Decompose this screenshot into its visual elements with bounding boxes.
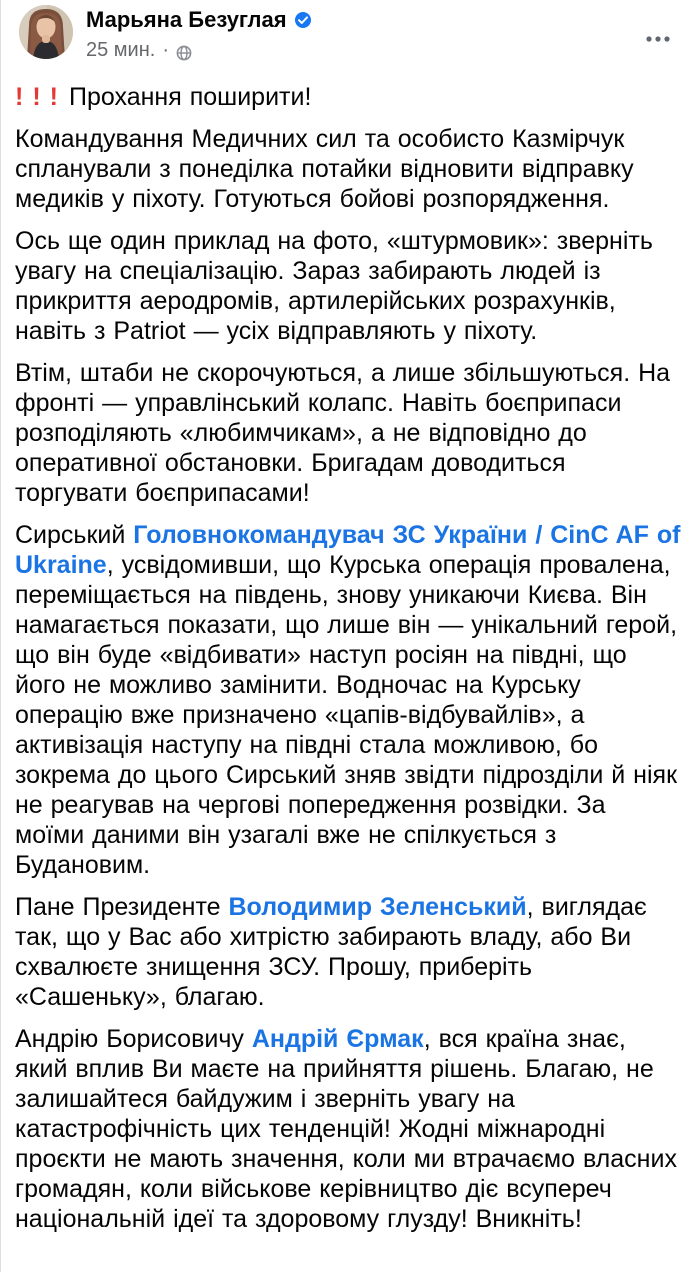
paragraph-text: , усвідомивши, що Курська операція провалена, переміщається на південь, знову уникаючи Києва. Він намагається показати, що лише він — унікальний герой, що він буде «відбивати» наступ росіян на півдні, що його не можливо замінити. Водночас на Курську операцію вже призначено «цапів-відбувайлів», а активізація наступу на півдні стала можливою, бо зокрема до цього Сирський зняв звідти підрозділи й ніяк не реагував на чергові попередження розвідки. За моїми даними він узагалі вже не спілкується з Будановим.: [15, 551, 678, 879]
paragraph-text: Пане Президенте: [15, 893, 229, 921]
author-name[interactable]: Марьяна Безуглая: [86, 7, 287, 32]
paragraph-text: Командування Медичних сил та особисто Казмірчук спланували з понеділка потайки відновити відправку медиків у піхоту. Готуються бойові розпорядження.: [15, 125, 634, 213]
post-paragraph: [15, 358, 682, 508]
mention-link[interactable]: Володимир Зеленський: [228, 893, 527, 921]
header-meta: [86, 5, 311, 62]
post-header: [1, 0, 694, 62]
post-paragraph: [15, 1024, 682, 1234]
paragraph-text: , вся країна знає, який вплив Ви маєте на прийняття рішень. Благаю, не залишайтеся байдужим і зверніть увагу на катастрофічність цих тенденцій! Жодні міжнародні проєкти не мають значення, коли ми втрачаємо власних громадян, коли військове керівництво діє всупереч національній ідеї та здоровому глузду! Вникніть!: [15, 1025, 677, 1233]
post-content: [1, 62, 694, 1234]
post-timestamp[interactable]: 25 мин.: [86, 39, 156, 61]
post-paragraph: [15, 892, 682, 1012]
mention-link[interactable]: Андрій Єрмак: [251, 1025, 424, 1053]
paragraph-text: Втім, штаби не скорочуються, а лише збільшуються. На фронті — управлінський колапс. Навіть боєприпаси розподіляють «любимчикам», а не відповідно до оперативної обстановки. Бригадам доводиться торгувати боєприпасами!: [15, 359, 671, 507]
paragraph-text: , виглядає так, що у Вас або хитрістю забирають владу, або Ви схвалюєте знищення ЗСУ. Прошу, приберіть «Сашеньку», благаю.: [15, 893, 647, 1011]
paragraph-text: Прохання поширити!: [68, 83, 312, 111]
more-options-button[interactable]: [640, 25, 676, 53]
separator-dot: ·: [162, 39, 169, 61]
paragraph-text: Сирський: [15, 521, 134, 549]
verified-badge-icon: [295, 12, 311, 28]
avatar-photo: [19, 5, 73, 59]
post-alert-line: [15, 82, 682, 112]
mention-link[interactable]: Головнокомандувач ЗС України / CinC AF of Ukraine: [15, 521, 681, 579]
red-exclamation-icons: !!!: [15, 83, 67, 111]
paragraph-text: Ось ще один приклад на фото, «штурмовик»: зверніть увагу на спеціалізацію. Зараз забирають людей із прикриття аеродромів, артилерійських розрахунків, навіть з Patriot — усіх відправляють у піхоту.: [15, 227, 653, 345]
post-paragraph: [15, 520, 682, 880]
globe-icon: [176, 44, 192, 60]
post-paragraph: [15, 226, 682, 346]
avatar[interactable]: [19, 5, 73, 59]
post-paragraph: [15, 124, 682, 214]
paragraph-text: Андрію Борисовичу: [15, 1025, 252, 1053]
more-options-icon: [645, 35, 671, 43]
